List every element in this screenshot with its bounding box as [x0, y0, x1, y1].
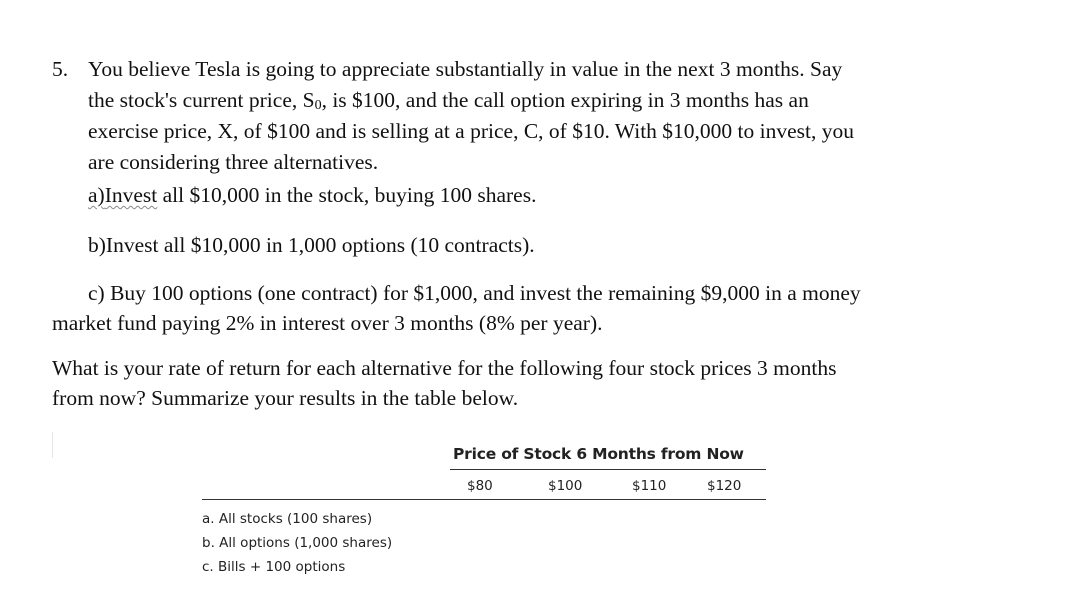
table-row-label-b: b. All options (1,000 shares) — [202, 535, 393, 551]
alternative-b: b)Invest all $10,000 in 1,000 options (10 contracts). — [88, 233, 535, 257]
alternative-c-line-2: market fund paying 2% in interest over 3 months (8% per year). — [52, 311, 603, 335]
table-header: Price of Stock 6 Months from Now — [453, 445, 744, 463]
price-column-110: $110 — [632, 478, 667, 494]
price-column-80: $80 — [467, 478, 493, 494]
table-row-label-c: c. Bills + 100 options — [202, 559, 346, 575]
alternative-c-line-1: c) Buy 100 options (one contract) for $1,000, and invest the remaining $9,000 in a money — [88, 281, 861, 305]
prompt-line-1: What is your rate of return for each alternative for the following four stock prices 3 months — [52, 356, 837, 380]
alternative-a — [88, 180, 536, 211]
divider-mark — [52, 432, 53, 458]
prompt-line-2: from now? Summarize your results in the table below. — [52, 386, 519, 410]
question-number: 5. — [52, 57, 69, 81]
question-text-line-2-end: , is $100, and the call option expiring in 3 months has an — [321, 88, 809, 112]
price-column-100: $100 — [548, 478, 583, 494]
table-rule — [202, 499, 766, 500]
question-text-line-2-start: the stock's current price, S — [88, 88, 315, 112]
price-column-120: $120 — [707, 478, 742, 494]
question-text-line-4: are considering three alternatives. — [88, 150, 379, 174]
table-row-label-a: a. All stocks (100 shares) — [202, 511, 373, 527]
question-text-line-3: exercise price, X, of $100 and is selling at a price, C, of $10. With $10,000 to invest, you — [88, 119, 855, 143]
alternative-a-prefix: a)Invest — [88, 183, 158, 207]
header-rule — [450, 469, 766, 470]
alternative-a-rest: all $10,000 in the stock, buying 100 shares. — [157, 183, 537, 207]
question-text-line-1: You believe Tesla is going to appreciate substantially in value in the next 3 months. Say — [88, 57, 843, 81]
subscript-zero: 0 — [314, 98, 322, 113]
